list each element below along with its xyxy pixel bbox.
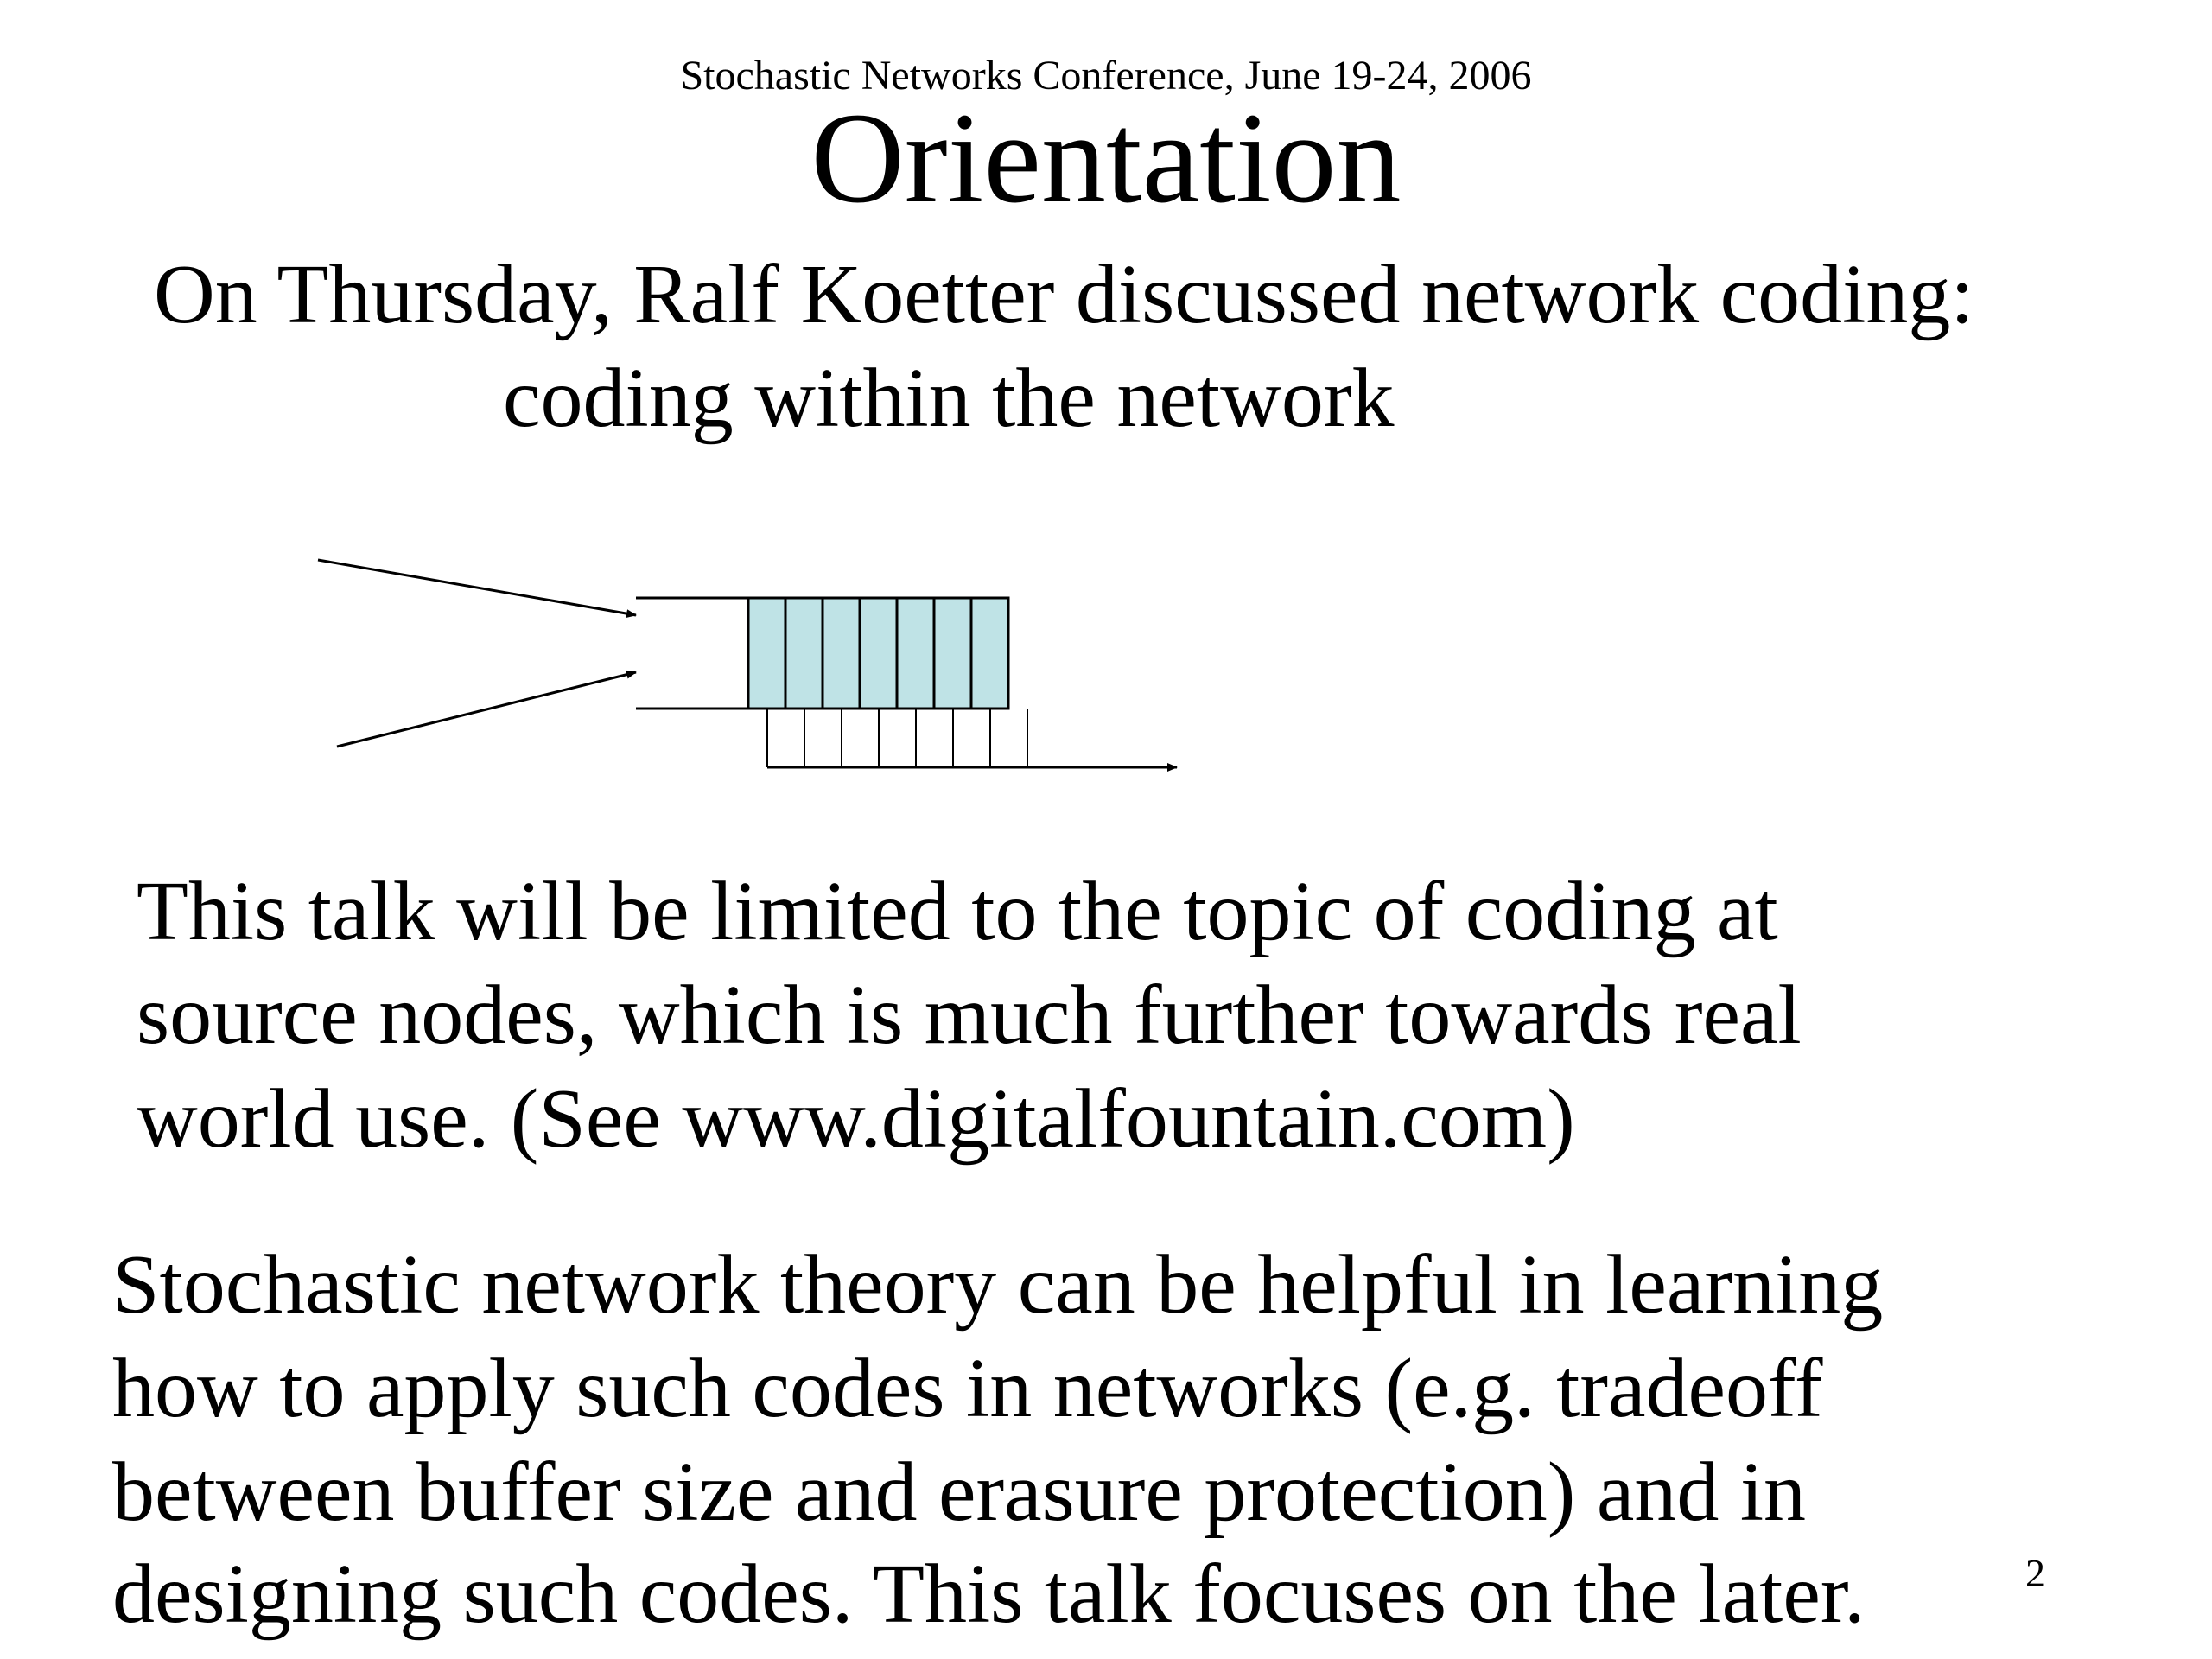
incoming-arrow-upper: [318, 560, 636, 615]
buffer-cell: [897, 598, 934, 709]
buffer-cells: [748, 598, 1008, 709]
buffer-cell: [748, 598, 785, 709]
page-number: 2: [2025, 1551, 2045, 1595]
theory-line-2: how to apply such codes in networks (e.g. tradeoff: [112, 1342, 1823, 1435]
theory-line-1: Stochastic network theory can be helpful in learning: [112, 1238, 1884, 1332]
buffer-cell: [971, 598, 1008, 709]
buffer-cell: [934, 598, 971, 709]
conference-header: Stochastic Networks Conference, June 19-24, 2006: [680, 53, 1532, 99]
incoming-arrow-lower: [337, 672, 636, 747]
buffer-cell: [823, 598, 860, 709]
scope-line-1: This talk will be limited to the topic of coding at: [137, 865, 1778, 958]
theory-line-4: designing such codes. This talk focuses on the later.: [112, 1548, 1866, 1641]
scope-line-2: source nodes, which is much further towards real: [137, 969, 1802, 1062]
scope-line-3: world use. (See www.digitalfountain.com): [137, 1072, 1575, 1166]
buffer-cell: [860, 598, 897, 709]
output-packet-cells: [767, 709, 1027, 767]
buffer-cell: [785, 598, 823, 709]
theory-line-3: between buffer size and erasure protection) and in: [112, 1446, 1807, 1539]
slide-title: Orientation: [810, 86, 1402, 230]
intro-line-1: On Thursday, Ralf Koetter discussed network coding:: [154, 248, 1974, 341]
intro-line-2: coding within the network: [503, 352, 1395, 445]
